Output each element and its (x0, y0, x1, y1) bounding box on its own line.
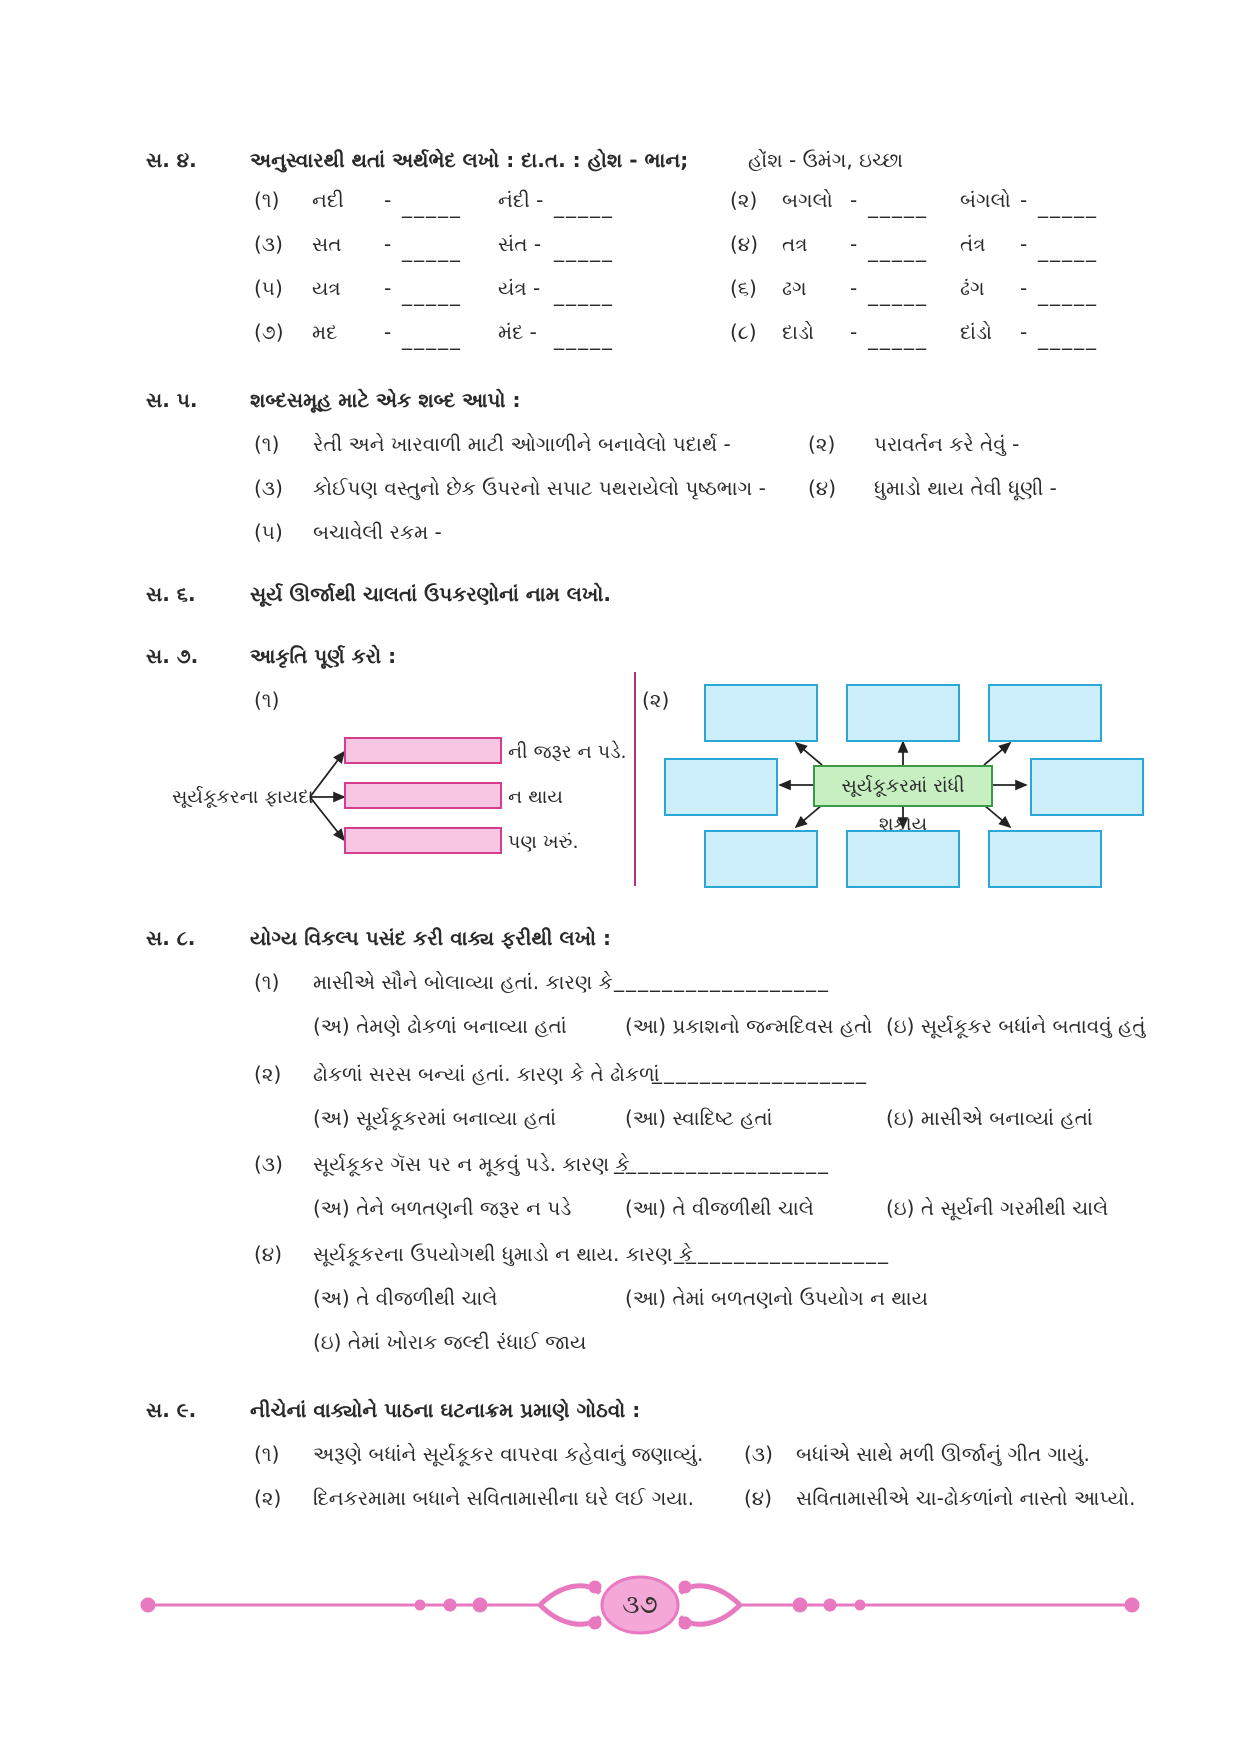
q9-item-3-num: (૩) (744, 1442, 773, 1466)
figure-1-suffix-1: ની જરૂર ન પડે. (508, 741, 627, 763)
figure-1-number: (૧) (254, 688, 280, 712)
q4-item-6-dash: - (850, 276, 858, 300)
q7-heading: આકૃતિ પૂર્ણ કરો : (250, 644, 397, 668)
q6-heading: સૂર્ય ઊર્જાથી ચાલતાં ઉપકરણોનાં નામ લખો. (250, 582, 611, 606)
q8-item-1-blank[interactable]: __________________ (614, 968, 830, 992)
figure-1-answer-box-2[interactable] (344, 782, 502, 809)
q4-item-1-blank-2[interactable]: _____ (554, 194, 614, 218)
q4-item-5-blank-2[interactable]: _____ (554, 282, 614, 306)
q8-item-4-blank[interactable]: __________________ (674, 1240, 890, 1264)
q4-item-7-word: મદ (312, 320, 338, 344)
q5-item-2-text: પરાવર્તન કરે તેવું - (874, 432, 1020, 456)
q9-item-4-text: સવિતામાસીએ ચા-ઢોકળાંનો નાસ્તો આપ્યો. (796, 1486, 1136, 1510)
q5-item-1-text: રેતી અને ખારવાળી માટી ઓગાળીને બનાવેલો પદાર્થ - (313, 432, 731, 456)
q4-item-6-blank-1[interactable]: _____ (868, 282, 928, 306)
q4-item-8-blank-2[interactable]: _____ (1038, 326, 1098, 350)
figure-2-number: (૨) (642, 688, 670, 712)
q8-item-3-option-a: (અ) તેને બળતણની જરૂર ન પડે (313, 1196, 572, 1220)
figure-1-answer-box-3[interactable] (344, 827, 502, 854)
q8-item-4-num: (૪) (254, 1242, 283, 1266)
figure-1-suffix-3: પણ ખરું. (508, 831, 579, 853)
q8-item-1-num: (૧) (254, 970, 280, 994)
q8-item-4-option-c: (ઇ) તેમાં ખોરાક જલ્દી રંધાઈ જાય (313, 1330, 587, 1354)
q9-item-3-text: બધાંએ સાથે મળી ઊર્જાનું ગીત ગાયું. (796, 1442, 1090, 1466)
q9-heading: નીચેનાં વાક્યોને પાઠના ઘટનાક્રમ પ્રમાણે ગોઠવો : (250, 1398, 641, 1422)
q8-item-2-option-c: (ઇ) માસીએ બનાવ્યાં હતાં (886, 1106, 1093, 1130)
figure-2-answer-box-top-center[interactable] (846, 684, 960, 742)
q4-item-7-dash: - (384, 320, 392, 344)
q8-item-1-text: માસીએ સૌને બોલાવ્યા હતાં. કારણ કે (313, 970, 613, 994)
q4-item-5-anusvara-word: યંત્ર - (498, 276, 541, 300)
figure-1-suffix-2: ન થાય (508, 786, 563, 808)
figure-2-answer-box-top-right[interactable] (988, 684, 1102, 742)
q4-item-3-num: (૩) (254, 232, 283, 256)
q6-number: સ. ૬. (146, 582, 196, 606)
q8-item-3-option-b: (આ) તે વીજળીથી ચાલે (625, 1196, 814, 1220)
q4-item-5-word: યત્ર (312, 276, 341, 300)
q4-item-3-blank-2[interactable]: _____ (554, 238, 614, 262)
q4-heading: અનુસ્વારથી થતાં અર્થભેદ લખો : દા.ત. : હોશ - ભાન; (250, 148, 689, 172)
q4-item-2-dash: - (850, 188, 858, 212)
q5-item-1-num: (૧) (254, 432, 280, 456)
q8-item-2-text: ઢોકળાં સરસ બન્યાં હતાં. કારણ કે તે ઢોકળાં (313, 1062, 660, 1086)
q4-item-7-blank-1[interactable]: _____ (402, 326, 462, 350)
q4-item-4-num: (૪) (730, 232, 759, 256)
q5-item-5-text: બચાવેલી રકમ - (313, 520, 442, 544)
q8-item-1-option-a: (અ) તેમણે ઢોકળાં બનાવ્યા હતાં (313, 1014, 567, 1038)
q4-item-2-word: બગલો (782, 188, 833, 212)
q5-item-5-num: (૫) (254, 520, 283, 544)
figure-1-answer-box-1[interactable] (344, 737, 502, 764)
q5-item-2-num: (૨) (808, 432, 836, 456)
q4-item-4-word: તત્ર (782, 232, 808, 256)
q4-number: સ. ૪. (146, 148, 197, 172)
q4-item-4-anusvara-word: તંત્ર (960, 232, 986, 256)
q4-item-8-anusvara-word: દાંડો (960, 320, 993, 344)
q4-item-5-dash: - (384, 276, 392, 300)
q4-item-6-blank-2[interactable]: _____ (1038, 282, 1098, 306)
q4-item-4-blank-2[interactable]: _____ (1038, 238, 1098, 262)
q4-item-1-anusvara-word: નંદી - (498, 188, 544, 212)
q4-item-6-anusvara-word: ઢંગ (960, 276, 985, 300)
q8-item-2-option-b: (આ) સ્વાદિષ્ટ હતાં (625, 1106, 773, 1130)
q4-item-4-dash: - (850, 232, 858, 256)
q4-item-8-word: દાડો (782, 320, 815, 344)
q4-item-2-blank-2[interactable]: _____ (1038, 194, 1098, 218)
q5-item-3-text: કોઈપણ વસ્તુનો છેક ઉપરનો સપાટ પથરાયેલો પૃષ્ઠભાગ - (313, 476, 766, 500)
q8-item-4-text: સૂર્યકૂકરના ઉપયોગથી ધુમાડો ન થાય. કારણ કે (313, 1242, 694, 1266)
q5-item-4-num: (૪) (808, 476, 837, 500)
q8-item-3-blank[interactable]: __________________ (614, 1150, 830, 1174)
q4-item-7-blank-2[interactable]: _____ (554, 326, 614, 350)
q9-number: સ. ૯. (146, 1398, 197, 1422)
q9-item-1-num: (૧) (254, 1442, 280, 1466)
q9-item-2-num: (૨) (254, 1486, 282, 1510)
q4-item-2-num: (૨) (730, 188, 758, 212)
figure-2-answer-box-bottom-right[interactable] (988, 830, 1102, 888)
q4-item-1-word: નદી (312, 188, 344, 212)
q4-item-2-blank-1[interactable]: _____ (868, 194, 928, 218)
q7-number: સ. ૭. (146, 644, 199, 668)
q8-item-1-option-b: (આ) પ્રકાશનો જન્મદિવસ હતો (625, 1014, 873, 1038)
q8-item-2-num: (૨) (254, 1062, 282, 1086)
q4-item-6-word: ઢગ (782, 276, 807, 300)
q4-item-8-dash-2: - (1020, 320, 1028, 344)
q8-item-2-option-a: (અ) સૂર્યકૂકરમાં બનાવ્યા હતાં (313, 1106, 557, 1130)
figure-2-answer-box-top-left[interactable] (704, 684, 818, 742)
q4-example: હોંશ - ઉમંગ, ઇચ્છા (748, 148, 904, 172)
q4-item-7-anusvara-word: મંદ - (498, 320, 537, 344)
q4-item-5-blank-1[interactable]: _____ (402, 282, 462, 306)
q4-item-3-blank-1[interactable]: _____ (402, 238, 462, 262)
q4-item-4-dash-2: - (1020, 232, 1028, 256)
q4-item-1-dash: - (384, 188, 392, 212)
figure-2-answer-box-left[interactable] (664, 758, 778, 816)
q4-item-3-word: સત (312, 232, 342, 256)
figure-2-answer-box-bottom-left[interactable] (704, 830, 818, 888)
q5-heading: શબ્દસમૂહ માટે એક શબ્દ આપો : (250, 388, 521, 412)
q8-item-1-option-c: (ઇ) સૂર્યકૂકર બધાંને બતાવવું હતું (886, 1014, 1146, 1038)
q8-item-2-blank[interactable]: __________________ (652, 1060, 868, 1084)
q4-item-8-num: (૮) (730, 320, 757, 344)
q9-item-2-text: દિનકરમામા બધાને સવિતામાસીના ઘરે લઈ ગયા. (313, 1486, 695, 1510)
q4-item-8-blank-1[interactable]: _____ (868, 326, 928, 350)
q4-item-6-num: (૬) (730, 276, 757, 300)
q8-item-3-text: સૂર્યકૂકર ગૅસ પર ન મૂકવું પડે. કારણ કે (313, 1152, 630, 1176)
figure-2-answer-box-right[interactable] (1030, 758, 1144, 816)
figure-2-center-box: સૂર્યકૂકરમાં રાંધી શકાય (813, 765, 993, 807)
page-number: ૩૭ (622, 1590, 658, 1620)
q4-item-1-blank-1[interactable]: _____ (402, 194, 462, 218)
q5-item-3-num: (૩) (254, 476, 283, 500)
q4-item-3-anusvara-word: સંત - (498, 232, 542, 256)
q8-item-4-option-a: (અ) તે વીજળીથી ચાલે (313, 1286, 498, 1310)
q4-item-7-num: (૭) (254, 320, 284, 344)
q8-item-3-option-c: (ઇ) તે સૂર્યની ગરમીથી ચાલે (886, 1196, 1109, 1220)
q4-item-6-dash-2: - (1020, 276, 1028, 300)
q4-item-4-blank-1[interactable]: _____ (868, 238, 928, 262)
q8-item-4-option-b: (આ) તેમાં બળતણનો ઉપયોગ ન થાય (625, 1286, 928, 1310)
q4-item-1-num: (૧) (254, 188, 280, 212)
q8-heading: યોગ્ય વિકલ્પ પસંદ કરી વાક્ય ફરીથી લખો : (250, 926, 611, 950)
q5-item-4-text: ધુમાડો થાય તેવી ધૂણી - (874, 476, 1057, 500)
q9-item-4-num: (૪) (744, 1486, 773, 1510)
q8-number: સ. ૮. (146, 926, 196, 950)
figure-divider (634, 672, 636, 886)
figure-1-label: સૂર્યકૂકરના ફાયદા (172, 786, 314, 808)
q4-item-3-dash: - (384, 232, 392, 256)
q8-item-3-num: (૩) (254, 1152, 283, 1176)
q4-item-2-dash-2: - (1020, 188, 1028, 212)
q4-item-5-num: (૫) (254, 276, 283, 300)
q4-item-8-dash: - (850, 320, 858, 344)
q5-number: સ. ૫. (146, 388, 198, 412)
q9-item-1-text: અરૂણે બધાંને સૂર્યકૂકર વાપરવા કહેવાનું જણાવ્યું. (313, 1442, 704, 1466)
q4-item-2-anusvara-word: બંગલો (960, 188, 1011, 212)
